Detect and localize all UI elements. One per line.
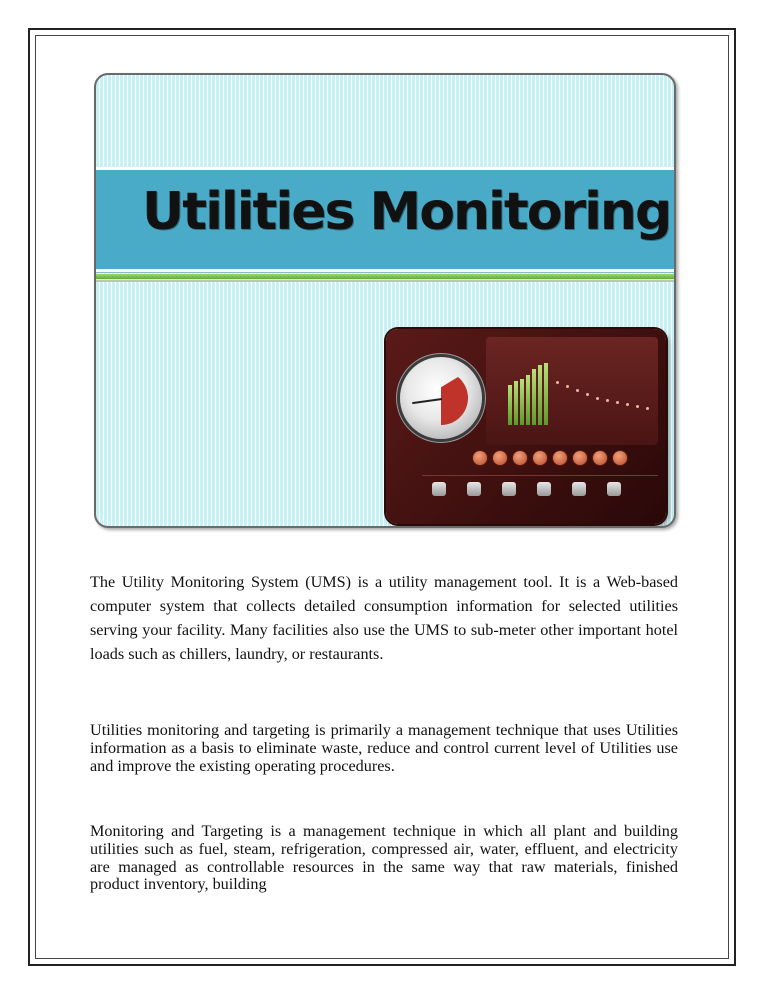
title-band [96, 167, 674, 272]
dashboard-dot [576, 389, 579, 392]
switch-circle-icon [513, 451, 527, 465]
plug-icon [467, 482, 481, 496]
dashboard-bar [532, 369, 536, 425]
dashboard-dot [616, 401, 619, 404]
dashboard-bar [526, 375, 530, 425]
paragraph-2: Utilities monitoring and targeting is primarily a management technique that uses Utilities information as a basis to eliminate waste, reduce and control current level of Utilities use and improve the existing operating procedures. [90, 721, 678, 775]
document-title: Utilities Monitoring [142, 182, 671, 242]
dashboard-dot [586, 393, 589, 396]
dashboard-chart-area [486, 337, 658, 445]
dashboard-dot [556, 381, 559, 384]
dashboard-dot [606, 399, 609, 402]
switch-circle-icon [473, 451, 487, 465]
dashboard-bar [544, 363, 548, 425]
dashboard-bar [514, 381, 518, 425]
cube-icon [432, 482, 446, 496]
paragraph-3: Monitoring and Targeting is a management technique in which all plant and building utilities such as fuel, steam, refrigeration, compressed air, water, effluent, and electricity are managed as controllable resources in the same way that raw materials, finished product inventory, building [90, 822, 678, 894]
cover-panel [94, 73, 676, 528]
switch-circle-icon [573, 451, 587, 465]
history-icon [607, 482, 621, 496]
snowflake-icon [502, 482, 516, 496]
dashboard-dot [646, 407, 649, 410]
dashboard-switch-row [431, 451, 656, 467]
dashboard-icon-tray [422, 475, 658, 518]
switch-circle-icon [493, 451, 507, 465]
dashboard-bar [538, 365, 542, 425]
dashboard-dot [626, 403, 629, 406]
switch-circle-icon [553, 451, 567, 465]
flame-icon [537, 482, 551, 496]
dashboard-dot [596, 397, 599, 400]
gauge-icon [400, 357, 482, 439]
paragraph-1: The Utility Monitoring System (UMS) is a utility management tool. It is a Web-based computer system that collects detailed consumption information for selected utilities serving your facility. Many facilities also use the UMS to sub-meter other important hotel loads such as chillers, laundry, or restaurants. [90, 573, 678, 663]
gray-divider [96, 280, 674, 282]
green-divider [96, 274, 674, 279]
energy-dashboard-image [386, 329, 666, 524]
switch-circle-icon [613, 451, 627, 465]
dashboard-dot [566, 385, 569, 388]
gauge-needle [412, 398, 442, 404]
dashboard-dot [636, 405, 639, 408]
dashboard-bar [520, 379, 524, 425]
switch-circle-icon [533, 451, 547, 465]
weather-icon [572, 482, 586, 496]
switch-circle-icon [593, 451, 607, 465]
gauge-red-zone [441, 371, 468, 425]
dashboard-bar [508, 385, 512, 425]
